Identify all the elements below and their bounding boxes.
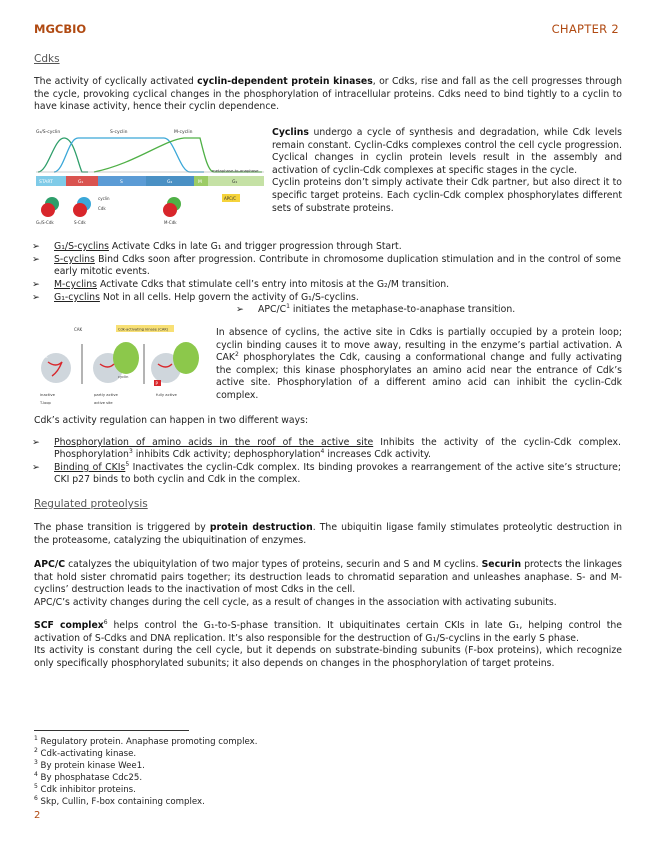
cdk-activation-figure xyxy=(36,324,208,406)
fig1-label-m: M xyxy=(198,180,202,185)
fig1-label-cyclin: cyclin xyxy=(98,196,110,201)
g1s-cdk-blob xyxy=(41,203,55,217)
cyclin-full-blob xyxy=(173,342,199,374)
regulation-intro: Cdk’s activity regulation can happen in two different ways: xyxy=(34,415,309,426)
footnote: $^5$ Cdk inhibitor proteins. xyxy=(34,783,136,795)
cyclin-list-item: ➢ S-cyclins Bind Cdks soon after progression. Contribute in chromosome duplication stimulation and in the control of some early mitotic events. xyxy=(32,254,621,278)
fig1-label-g1: G₁ xyxy=(78,180,84,185)
section-title-cdks: Cdks xyxy=(34,53,60,65)
fig2-label-p: P xyxy=(155,381,158,386)
fig1-label-apc: APC/C xyxy=(224,196,237,201)
footnote-separator xyxy=(34,730,189,731)
proteolysis-paragraph: The phase transition is triggered by protein destruction. The ubiquitin ligase family stimulates proteolytic destruction in the proteasome, catalyzing the ubiquitination of enzymes. xyxy=(34,522,622,546)
fig1-label-g1s-cdk: G₁/S-Cdk xyxy=(36,220,54,225)
cak-paragraph: In absence of cyclins, the active site in Cdks is partially occupied by a protein loop; cyclin binding causes it to move away, resulting in the enzyme’s partial activation. A CAK$^2$ phosphorylates the Cdk, causing a conformational change and fully activating the complex; this kinase phosphorylates an amino acid near the entrance of Cdk’s active site. Phosphorylation of a different amino acid can inhibit the cyclin-Cdk complex. xyxy=(216,327,622,401)
fig1-label-s-cyclin: S-cyclin xyxy=(110,130,128,135)
fig1-label-g1s-cyclin: G₁/S-cyclin xyxy=(36,130,61,135)
fig1-label-meta-ana: metaphase-to-anaphase xyxy=(212,168,259,173)
m-cyclin-curve xyxy=(94,138,262,172)
cyclin-list-item: ➢ M-cyclins Activate Cdks that stimulate cell’s entry into mitosis at the G₂/M transition. xyxy=(32,279,450,290)
fig2-label-cyclin: cyclin xyxy=(118,375,129,379)
cyclin-levels-figure xyxy=(34,124,266,232)
fig1-label-g2: G₂ xyxy=(167,180,173,185)
fig2-label-tloop: T-loop xyxy=(40,401,51,405)
fig2-label-cdk: Cdk xyxy=(40,354,48,359)
apc-sub-item: ➢ APC/$C^1$ initiates the metaphase-to-anaphase transition. xyxy=(236,302,516,315)
m-cdk-blob xyxy=(163,203,177,217)
regulation-list-item: ➢ Phosphorylation of amino acids in the roof of the active site Inhibits the activity of the cyclin-Cdk complex. Phosphorylation$^3$ inhibits Cdk activity; dephosphorylation$^4$ increases Cdk activity. xyxy=(32,437,621,461)
cyclin-list-item: ➢ G₁-cyclins Not in all cells. Help govern the activity of G₁/S-cyclins. xyxy=(32,292,359,303)
fig1-label-g1-next: G₁ xyxy=(232,180,238,185)
fig2-label-partly: partly active xyxy=(94,392,118,397)
cyclin-partial-blob xyxy=(113,342,139,374)
intro-paragraph: The activity of cyclically activated cyclin-dependent protein kinases, or Cdks, rise and fall as the cell progresses through the cycle, provoking cyclical changes in the phosphorylation of intracellular proteins. Cdks need to bind tightly to a cyclin to have kinase activity, hence their cyclin dependence. xyxy=(34,76,622,113)
doc-header-left: MGCBIO xyxy=(34,22,87,36)
cyclins-paragraph: Cyclins undergo a cycle of synthesis and degradation, while Cdk levels remain constant. Cyclin-Cdks complexes control the cell cycle progression. Cyclical changes in cyclin protein levels result in the assembly and activation of cyclin-Cdk complexes at specific stages in the cycle. Cyclin proteins don’t simply activate their Cdk partner, but also direct it to specific target proteins. Each cyclin-Cdk complex phosphorylates different sets of substrate proteins. xyxy=(272,127,622,214)
fig1-label-s: S xyxy=(120,180,123,185)
page-number: 2 xyxy=(34,810,41,821)
footnote: $^6$ Skp, Cullin, F-box containing complex. xyxy=(34,795,205,807)
section-title-proteolysis: Regulated proteolysis xyxy=(34,498,148,510)
fig1-label-s-cdk: S-Cdk xyxy=(74,220,86,225)
cyclin-list-item: ➢ G₁/S-cyclins Activate Cdks in late G₁ and trigger progression through Start. xyxy=(32,241,402,252)
regulation-list-item: ➢ Binding of CKIs$^5$ Inactivates the cyclin-Cdk complex. Its binding provokes a rearrangement of the active site’s structure; CKI p27 binds to both cyclin and Cdk in the complex. xyxy=(32,460,621,486)
footnote: $^2$ Cdk-activating kinase. xyxy=(34,747,137,759)
g1s-cyclin-curve xyxy=(38,138,88,172)
scf-paragraph: SCF complex$^6$ helps control the G₁-to-S-phase transition. It ubiquitinates certain CKIs in late G₁, helping control the activation of S-Cdks and DNA replication. It’s also responsible for the destruction of G₁/S-cyclins in the early S phase. Its activity is constant during the cell cycle, but it depends on substrate-binding subunits (F-box proteins), which recognize only specifically phosphorylated subunits; it also depends on changes in the phosphorylation of target proteins. xyxy=(34,618,622,669)
fig1-label-m-cyclin: M-cyclin xyxy=(174,130,193,135)
footnote: $^3$ By protein kinase Wee1. xyxy=(34,759,145,771)
s-cdk-blob xyxy=(73,203,87,217)
fig2-label-inactive: inactive xyxy=(40,392,56,397)
fig1-label-start: START xyxy=(39,180,53,185)
fig1-label-m-cdk: M-Cdk xyxy=(164,220,177,225)
footnote: $^4$ By phosphatase Cdc25. xyxy=(34,771,143,783)
footnote: $^1$ Regulatory protein. Anaphase promoting complex. xyxy=(34,735,258,747)
fig2-label-cak: CAK xyxy=(74,327,83,332)
fig2-label-cak-full: Cdk-activating kinase (CAK) xyxy=(118,327,169,332)
fig2-label-active-site: active site xyxy=(94,401,113,405)
doc-header-right: CHAPTER 2 xyxy=(551,22,619,36)
fig2-label-fully: fully active xyxy=(156,392,177,397)
apc-paragraph: APC/C catalyzes the ubiquitylation of two major types of proteins, securin and S and M cyclins. Securin protects the linkages that hold sister chromatid pairs together; its destruction leads to chromatid separation and unleashes anaphase. S- and M-cyclins’ destruction leads to the inactivation of most Cdks in the cell. APC/C’s activity changes during the cell cycle, as a result of changes in the association with activating subunits. xyxy=(34,559,622,608)
fig1-label-cdk: Cdk xyxy=(98,206,106,211)
